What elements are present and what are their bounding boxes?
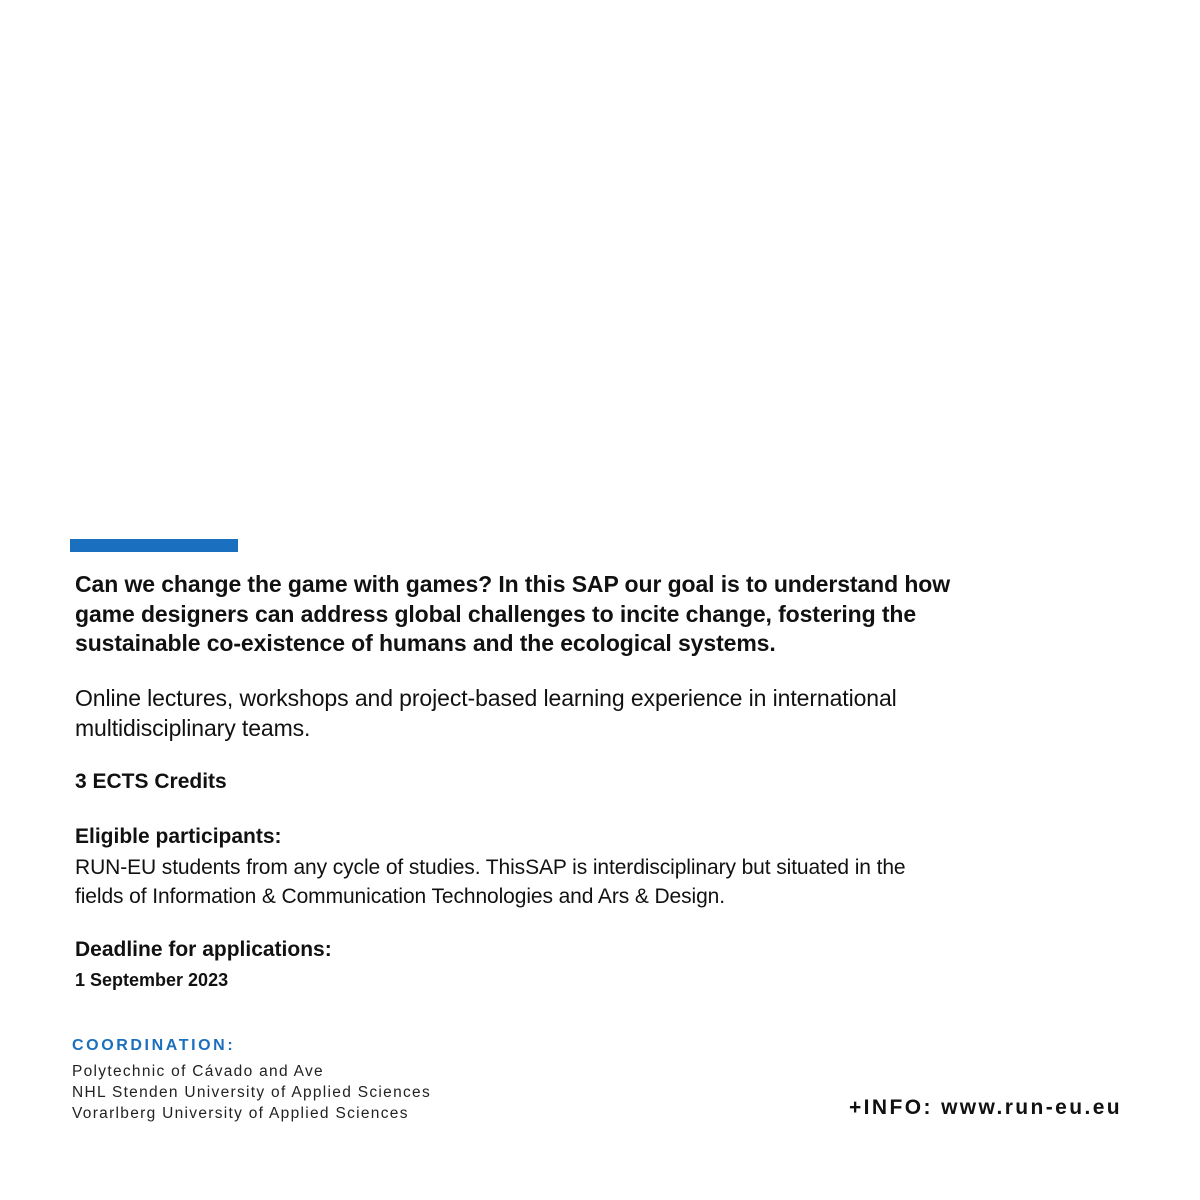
credits: 3 ECTS Credits — [75, 770, 227, 793]
eligible-line: RUN-EU students from any cycle of studies. ThisSAP is interdisciplinary but situated in the — [75, 856, 906, 879]
coordination-block — [72, 1037, 431, 1124]
eligible-line: fields of Information & Communication Technologies and Ars & Design. — [75, 885, 725, 908]
coordination-institution: Polytechnic of Cávado and Ave — [72, 1063, 324, 1080]
more-info-link[interactable]: +INFO: www.run-eu.eu — [849, 1096, 1122, 1119]
coordination-label: COORDINATION: — [72, 1037, 236, 1054]
deadline-date: 1 September 2023 — [75, 970, 229, 990]
format-line: Online lectures, workshops and project-based learning experience in international — [75, 685, 897, 711]
eligible-heading: Eligible participants: — [75, 825, 282, 848]
intro-paragraph — [75, 570, 1075, 659]
format-paragraph — [75, 684, 1075, 743]
format-line: multidisciplinary teams. — [75, 714, 311, 741]
eligible-text — [75, 853, 1075, 911]
accent-bar — [70, 539, 238, 552]
intro-line: game designers can address global challenges to incite change, fostering the — [75, 600, 917, 627]
intro-line: Can we change the game with games? In this SAP our goal is to understand how — [75, 571, 951, 597]
coordination-institution: Vorarlberg University of Applied Sciences — [72, 1105, 409, 1122]
intro-line: sustainable co-existence of humans and the ecological systems. — [75, 630, 776, 656]
coordination-list — [72, 1061, 431, 1124]
deadline-heading: Deadline for applications: — [75, 938, 332, 961]
coordination-institution: NHL Stenden University of Applied Sciences — [72, 1084, 432, 1101]
